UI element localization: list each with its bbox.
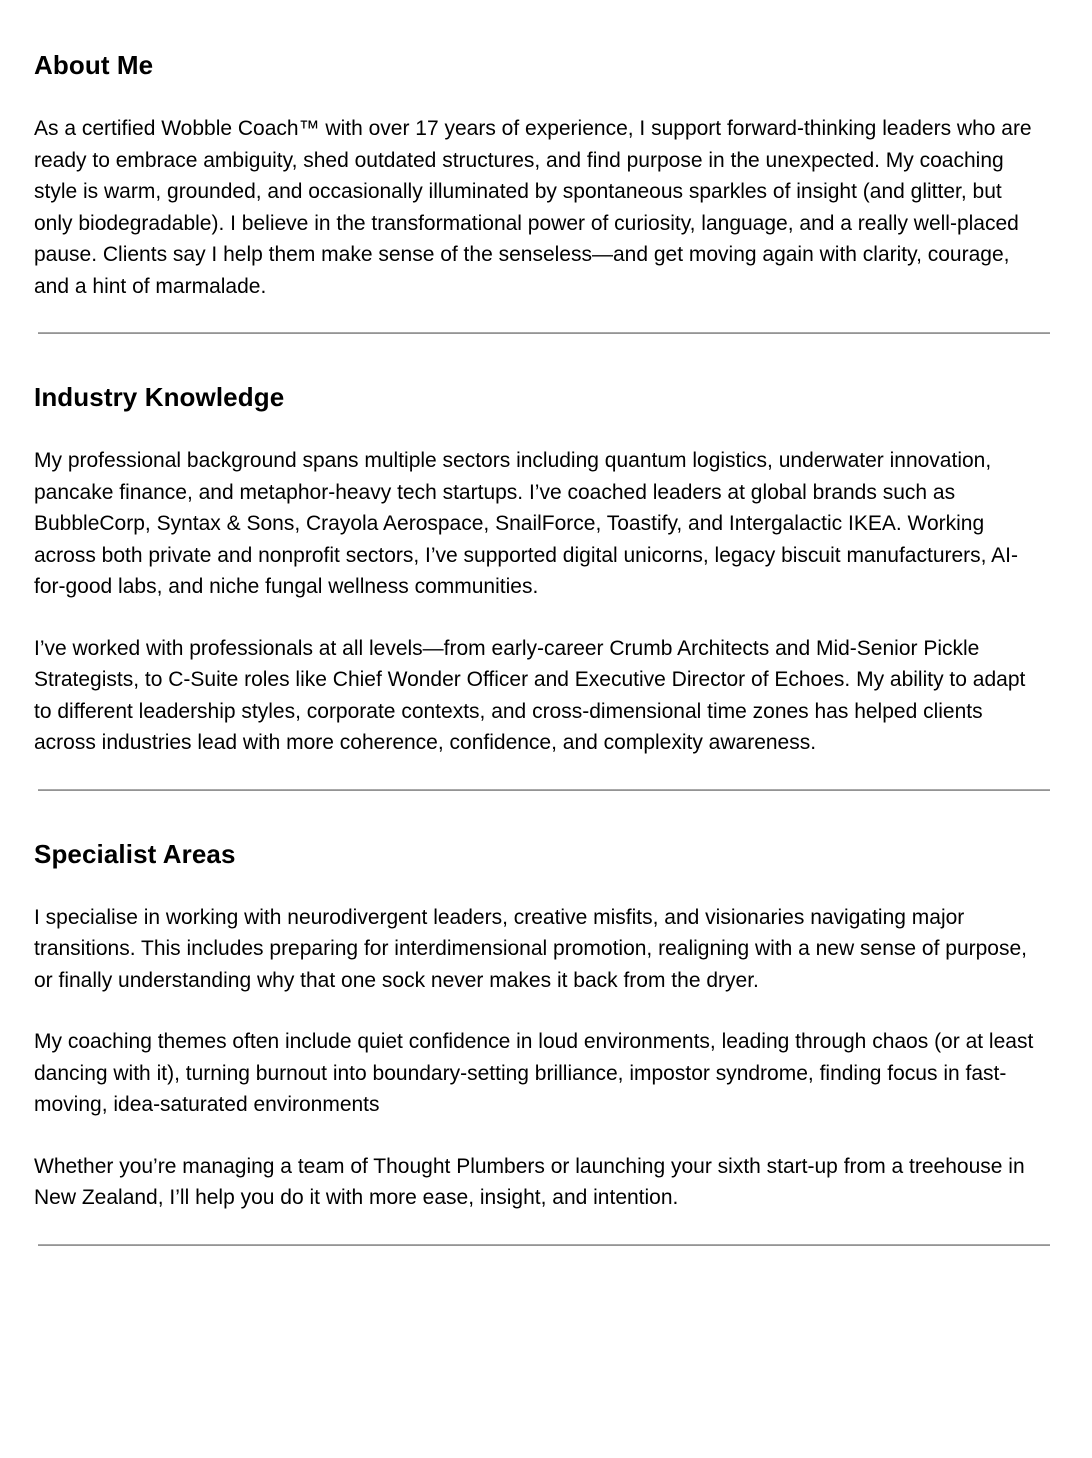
industry-knowledge-paragraph-1: My professional background spans multiple sectors including quantum logistics, underwater innovation, pancake finance, and metaphor-heavy tech startups. I’ve coached leaders at global brands such as BubbleCorp, Syntax & Sons, Crayola Aerospace, SnailForce, Toastify, and Intergalactic IKEA. Working across both private and nonprofit sectors, I’ve supported digital unicorns, legacy biscuit manufacturers, AI-for-good labs, and niche fungal wellness communities. <box>34 449 1019 598</box>
industry-knowledge-paragraph-2: I’ve worked with professionals at all levels—from early-career Crumb Architects and Mid-Senior Pickle Strategists, to C-Suite roles like Chief Wonder Officer and Executive Director of Echoes. My ability to adapt to different leadership styles, corporate contexts, and cross-dimensional time zones has helped clients across industries lead with more coherence, confidence, and complexity awareness. <box>34 636 1026 754</box>
specialist-areas-paragraph-2: My coaching themes often include quiet confidence in loud environments, leading through chaos (or at least dancing with it), turning burnout into boundary-setting brilliance, impostor syndrome, finding focus in fast-moving, idea-saturated environments <box>34 1030 1034 1116</box>
heading-about-me: About Me <box>34 50 154 80</box>
section-divider <box>38 789 1050 791</box>
specialist-areas-paragraph-1: I specialise in working with neurodivergent leaders, creative misfits, and visionaries navigating major transitions. This includes preparing for interdimensional promotion, realigning with a new sense of purpose, or finally understanding why that one sock never makes it back from the dryer. <box>34 905 1027 992</box>
section-about-me <box>34 50 1050 302</box>
heading-industry-knowledge: Industry Knowledge <box>34 382 285 412</box>
section-specialist-areas <box>34 839 1050 1214</box>
about-me-paragraph: As a certified Wobble Coach™ with over 17 years of experience, I support forward-thinking leaders who are ready to embrace ambiguity, shed outdated structures, and find purpose in the unexpected. My coaching style is warm, grounded, and occasionally illuminated by spontaneous sparkles of insight (and glitter, but only biodegradable). I believe in the transformational power of curiosity, language, and a really well-placed pause. Clients say I help them make sense of the senseless—and get moving again with clarity, courage, and a hint of marmalade. <box>34 117 1032 298</box>
section-divider <box>38 332 1050 334</box>
section-industry-knowledge <box>34 382 1050 759</box>
section-divider <box>38 1244 1050 1246</box>
heading-specialist-areas: Specialist Areas <box>34 838 236 869</box>
specialist-areas-paragraph-3: Whether you’re managing a team of Thought Plumbers or launching your sixth start-up from a treehouse in New Zealand, I’ll help you do it with more ease, insight, and intention. <box>34 1154 1025 1209</box>
